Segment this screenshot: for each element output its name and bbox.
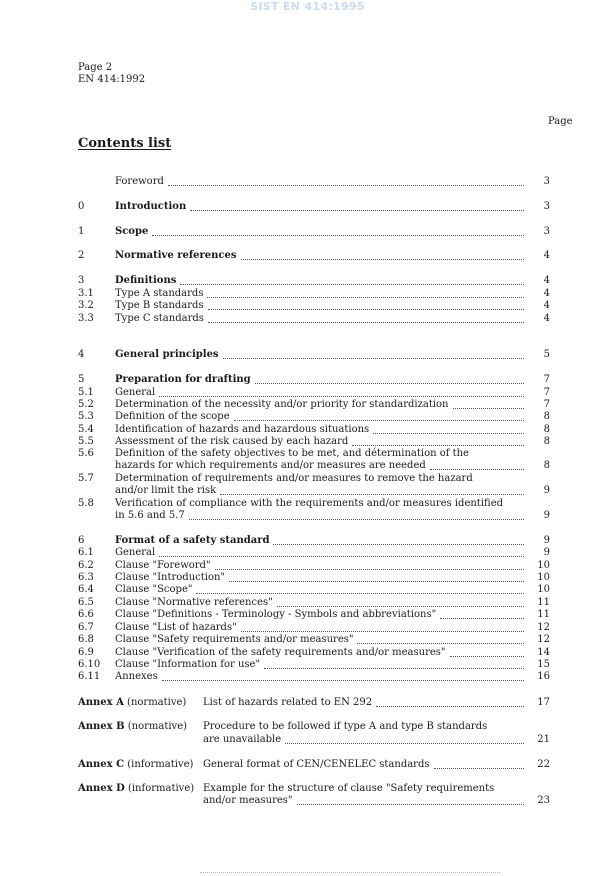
page-number: 7 [543, 399, 550, 410]
dot-leader [215, 569, 524, 570]
section-number: 5 [78, 374, 85, 385]
section-title: Clause "Definitions - Terminology - Symbols and abbreviations" [115, 609, 437, 620]
page-number: 5 [543, 349, 550, 360]
page-number: 4 [543, 300, 550, 311]
page-number: 23 [537, 795, 550, 806]
section-title: Clause "Verification of the safety requirements and/or measures" [115, 647, 446, 658]
toc-entry [78, 300, 550, 312]
dot-leader [208, 309, 524, 310]
dot-leader [220, 494, 524, 495]
toc-entry [78, 647, 550, 659]
page-number: 15 [537, 659, 550, 670]
toc-entry [78, 584, 550, 596]
section-title: Scope [115, 226, 149, 237]
section-number: 6.11 [78, 671, 101, 682]
dot-leader [159, 396, 524, 397]
dot-leader [453, 408, 525, 409]
section-title: Identification of hazards and hazardous situations [115, 424, 370, 435]
section-title: Clause "List of hazards" [115, 622, 237, 633]
annex-entry [78, 734, 550, 746]
toc-entry [78, 547, 550, 559]
dot-leader [162, 680, 524, 681]
page-number: 4 [543, 250, 550, 261]
dot-leader [277, 606, 524, 607]
toc-entry [78, 176, 550, 188]
page-number: 4 [543, 275, 550, 286]
dot-leader [430, 469, 524, 470]
annex-type: (normative) [124, 721, 188, 732]
section-number: 6.3 [78, 572, 94, 583]
section-title: Normative references [115, 250, 237, 261]
annex-label [78, 721, 203, 733]
toc-entry [78, 622, 550, 634]
annex-label [78, 783, 203, 795]
toc-entry [78, 288, 550, 300]
section-number: 3 [78, 275, 85, 286]
section-title: Type B standards [115, 300, 204, 311]
toc-entry [78, 485, 550, 497]
page-number: 9 [543, 535, 550, 546]
section-number: 3.3 [78, 313, 94, 324]
page-number: 17 [537, 697, 550, 708]
section-number: 5.1 [78, 387, 94, 398]
section-number: 5.7 [78, 473, 94, 484]
dot-leader [234, 420, 524, 421]
section-number: 0 [78, 201, 85, 212]
dot-leader [207, 297, 524, 298]
toc-entry [78, 275, 550, 287]
section-title: General principles [115, 349, 219, 360]
dot-leader [168, 185, 524, 186]
annex-entry [78, 783, 550, 795]
toc-entry [78, 460, 550, 472]
page-number: Page 2 [78, 62, 113, 73]
section-title: Clause "Normative references" [115, 597, 273, 608]
page-number: 10 [537, 584, 550, 595]
dot-leader [229, 581, 524, 582]
section-title: Type A standards [115, 288, 204, 299]
section-title: Format of a safety standard [115, 535, 270, 546]
toc-entry [78, 411, 550, 423]
section-title: General [115, 387, 156, 398]
annex-type: (informative) [124, 759, 194, 770]
dot-leader [223, 358, 524, 359]
page-column-label: Page [548, 116, 573, 127]
page-number: 9 [543, 547, 550, 558]
toc-entry [78, 609, 550, 621]
dot-leader [264, 668, 524, 669]
page-number: 16 [537, 671, 550, 682]
section-number: 5.3 [78, 411, 94, 422]
divider [200, 872, 500, 873]
section-number: 5.5 [78, 436, 94, 447]
section-number: 6.4 [78, 584, 94, 595]
section-title: Clause "Information for use" [115, 659, 261, 670]
dot-leader [273, 544, 524, 545]
dot-leader [152, 235, 524, 236]
section-number: 2 [78, 250, 85, 261]
toc-entry [78, 597, 550, 609]
section-title: and/or limit the risk [115, 485, 217, 496]
toc-entry [78, 634, 550, 646]
page-number: 3 [543, 201, 550, 212]
toc-entry [78, 560, 550, 572]
annex-letter: Annex C [78, 759, 125, 770]
annex-entry [78, 697, 550, 709]
section-title: Clause "Foreword" [115, 560, 211, 571]
section-number: 6 [78, 535, 85, 546]
toc-entry [78, 374, 550, 386]
section-title: Preparation for drafting [115, 374, 251, 385]
page-number: 3 [543, 226, 550, 237]
page-number: 10 [537, 560, 550, 571]
section-title: Determination of requirements and/or measures to remove the hazard [115, 473, 473, 484]
section-title: Definitions [115, 275, 177, 286]
toc-entry [78, 671, 550, 683]
dot-leader [241, 259, 525, 260]
annex-label [78, 759, 203, 771]
dot-leader [159, 556, 524, 557]
toc-entry [78, 313, 550, 325]
section-number: 5.8 [78, 498, 94, 509]
dot-leader [180, 284, 524, 285]
annex-entry [78, 721, 550, 733]
annex-letter: Annex A [78, 697, 124, 708]
toc-entry [78, 201, 550, 213]
page-number: 11 [537, 609, 550, 620]
page-number: 9 [543, 485, 550, 496]
section-title: Type C standards [115, 313, 204, 324]
section-number: 3.1 [78, 288, 94, 299]
page-number: 9 [543, 510, 550, 521]
page-number: 4 [543, 288, 550, 299]
page-number: 7 [543, 387, 550, 398]
dot-leader [196, 593, 524, 594]
section-number: 6.6 [78, 609, 94, 620]
dot-leader [255, 383, 524, 384]
section-number: 6.7 [78, 622, 94, 633]
section-title: Foreword [115, 176, 164, 187]
toc-entry [78, 226, 550, 238]
section-number: 6.1 [78, 547, 94, 558]
section-title: Definition of the scope [115, 411, 230, 422]
section-title: Assessment of the risk caused by each hazard [115, 436, 349, 447]
toc-entry [78, 399, 550, 411]
annex-title: and/or measures" [203, 795, 293, 806]
toc-entry [78, 448, 550, 460]
section-number: 4 [78, 349, 85, 360]
toc-entry [78, 436, 550, 448]
section-number: 5.2 [78, 399, 94, 410]
annex-letter: Annex B [78, 721, 125, 732]
annex-entry [78, 759, 550, 771]
dot-leader [285, 743, 524, 744]
section-title: hazards for which requirements and/or measures are needed [115, 460, 426, 471]
toc-entry [78, 387, 550, 399]
page-number: 12 [537, 634, 550, 645]
page-number: 8 [543, 436, 550, 447]
dot-leader [189, 519, 524, 520]
section-title: Verification of compliance with the requirements and/or measures identified [115, 498, 504, 509]
section-title: Introduction [115, 201, 187, 212]
section-title: Determination of the necessity and/or priority for standardization [115, 399, 449, 410]
dot-leader [352, 445, 524, 446]
dot-leader [434, 768, 525, 769]
annex-title: Procedure to be followed if type A and type B standards [203, 721, 488, 732]
section-number: 6.10 [78, 659, 101, 670]
toc-entry [78, 250, 550, 262]
section-title: Definition of the safety objectives to be met, and détermination of the [115, 448, 469, 459]
page-number: 11 [537, 597, 550, 608]
dot-leader [376, 706, 524, 707]
page-header [78, 62, 145, 86]
annex-title: are unavailable [203, 734, 282, 745]
dot-leader [450, 656, 524, 657]
section-number: 3.2 [78, 300, 94, 311]
page-title: Contents list [78, 136, 172, 151]
toc-entry [78, 473, 550, 485]
annex-type: (informative) [124, 783, 195, 794]
page-number: 7 [543, 374, 550, 385]
toc-entry [78, 659, 550, 671]
annex-title: List of hazards related to EN 292 [203, 697, 373, 708]
annex-label [78, 697, 203, 709]
annex-title: General format of CEN/CENELEC standards [203, 759, 430, 770]
dot-leader [190, 210, 524, 211]
section-number: 6.8 [78, 634, 94, 645]
section-number: 5.6 [78, 448, 94, 459]
section-title: Clause "Safety requirements and/or measures" [115, 634, 354, 645]
section-title: General [115, 547, 156, 558]
page-number: 14 [537, 647, 550, 658]
toc-entry [78, 572, 550, 584]
annex-title: Example for the structure of clause "Safety requirements [203, 783, 495, 794]
toc-entry [78, 510, 550, 522]
dot-leader [208, 322, 524, 323]
watermark: SIST EN 414:1995 [250, 0, 365, 13]
toc-entry [78, 498, 550, 510]
dot-leader [357, 643, 524, 644]
page-number: 8 [543, 460, 550, 471]
section-number: 5.4 [78, 424, 94, 435]
section-number: 6.2 [78, 560, 94, 571]
page-number: 8 [543, 424, 550, 435]
toc-entry [78, 424, 550, 436]
section-title: Clause "Introduction" [115, 572, 226, 583]
page-number: 12 [537, 622, 550, 633]
section-number: 6.9 [78, 647, 94, 658]
section-number: 1 [78, 226, 85, 237]
dot-leader [241, 631, 524, 632]
section-title: Clause "Scope" [115, 584, 193, 595]
document-code: EN 414:1992 [78, 74, 146, 85]
page-number: 8 [543, 411, 550, 422]
page-number: 21 [537, 734, 550, 745]
section-title: in 5.6 and 5.7 [115, 510, 185, 521]
page-number: 3 [543, 176, 550, 187]
annex-type: (normative) [123, 697, 187, 708]
toc-entry [78, 349, 550, 361]
section-title: Annexes [115, 671, 158, 682]
dot-leader [297, 804, 524, 805]
annex-letter: Annex D [78, 783, 125, 794]
page-number: 22 [537, 759, 550, 770]
dot-leader [440, 618, 524, 619]
toc-entry [78, 535, 550, 547]
annex-entry [78, 795, 550, 807]
section-number: 6.5 [78, 597, 94, 608]
page-number: 10 [537, 572, 550, 583]
dot-leader [373, 433, 524, 434]
page-number: 4 [543, 313, 550, 324]
